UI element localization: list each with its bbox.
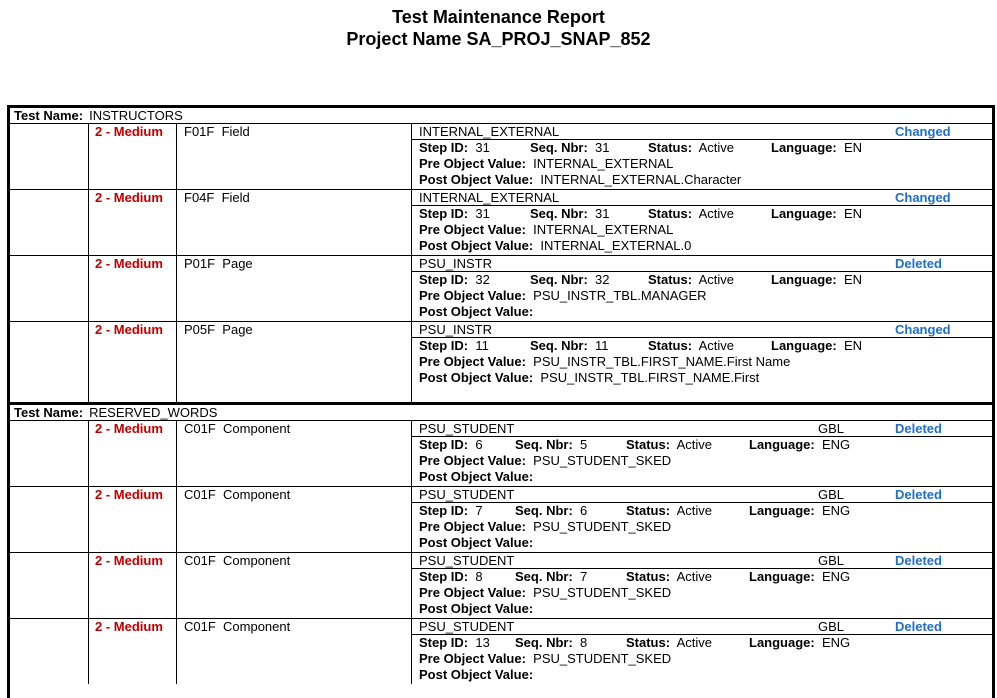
pre-value-label: Pre Object Value:: [419, 519, 526, 534]
post-value-label: Post Object Value:: [419, 370, 534, 385]
post-value-label: Post Object Value:: [419, 667, 534, 682]
language-label: Language:: [749, 635, 815, 650]
table-row: [10, 189, 992, 255]
object-type-cell: C01F Component: [176, 421, 411, 486]
test-name-row: [10, 405, 992, 421]
pre-value: INTERNAL_EXTERNAL: [533, 156, 674, 171]
language-label: Language:: [771, 338, 837, 353]
action-status: Changed: [895, 322, 951, 337]
test-name-label: Test Name:: [14, 108, 84, 123]
market-code: GBL: [818, 619, 845, 634]
language-label: Language:: [749, 437, 815, 452]
pre-value: PSU_STUDENT_SKED: [533, 651, 672, 666]
language-value: ENG: [821, 635, 851, 650]
post-value-row: [412, 601, 992, 617]
seq-nbr-value: 7: [580, 569, 588, 584]
language-value: EN: [843, 206, 863, 221]
status-label: Status:: [626, 503, 671, 518]
status-value: Active: [698, 338, 734, 353]
seq-nbr-label: Seq. Nbr:: [530, 140, 588, 155]
market-code: GBL: [818, 421, 845, 436]
priority-cell: 2 - Medium: [88, 553, 176, 618]
object-name-row: [412, 124, 992, 140]
step-id-label: Step ID:: [419, 206, 469, 221]
detail-cell: [411, 322, 992, 402]
pre-value-label: Pre Object Value:: [419, 222, 526, 237]
language-label: Language:: [771, 206, 837, 221]
object-name: INTERNAL_EXTERNAL: [419, 124, 560, 139]
pre-value: PSU_STUDENT_SKED: [533, 519, 672, 534]
priority-cell: 2 - Medium: [88, 124, 176, 189]
pre-value-label: Pre Object Value:: [419, 354, 526, 369]
seq-nbr-value: 5: [580, 437, 588, 452]
object-name: PSU_INSTR: [419, 322, 492, 337]
object-name: PSU_STUDENT: [419, 619, 515, 634]
detail-cell: [411, 256, 992, 321]
object-type-cell: F01F Field: [176, 124, 411, 189]
step-id-value: 32: [475, 272, 490, 287]
pre-value-row: [412, 288, 992, 304]
step-info-row: [412, 206, 992, 222]
pre-value-row: [412, 453, 992, 469]
language-value: ENG: [821, 437, 851, 452]
market-code: GBL: [818, 553, 845, 568]
seq-nbr-label: Seq. Nbr:: [515, 635, 573, 650]
step-info-row: [412, 338, 992, 354]
post-value-label: Post Object Value:: [419, 535, 534, 550]
status-label: Status:: [626, 437, 671, 452]
report-table: [7, 105, 995, 698]
object-name: PSU_STUDENT: [419, 553, 515, 568]
action-status: Deleted: [895, 256, 942, 271]
post-value-row: [412, 238, 992, 254]
table-row: [10, 321, 992, 402]
pre-value-row: [412, 156, 992, 172]
step-info-row: [412, 437, 992, 453]
step-id-value: 31: [475, 140, 490, 155]
post-value-row: [412, 304, 992, 320]
table-row: [10, 486, 992, 552]
seq-nbr-label: Seq. Nbr:: [515, 503, 573, 518]
post-value-row: [412, 370, 992, 386]
object-name-row: [412, 421, 992, 437]
priority-cell: 2 - Medium: [88, 256, 176, 321]
post-value-label: Post Object Value:: [419, 601, 534, 616]
table-row: [10, 124, 992, 189]
seq-nbr-label: Seq. Nbr:: [515, 569, 573, 584]
object-type-cell: P01F Page: [176, 256, 411, 321]
step-id-label: Step ID:: [419, 437, 469, 452]
detail-cell: [411, 553, 992, 618]
test-group: [10, 108, 992, 402]
test-name-row: [10, 108, 992, 124]
object-name-row: [412, 619, 992, 635]
status-value: Active: [676, 569, 712, 584]
pre-value: PSU_STUDENT_SKED: [533, 585, 672, 600]
object-type-cell: F04F Field: [176, 190, 411, 255]
step-id-label: Step ID:: [419, 272, 469, 287]
language-value: EN: [843, 338, 863, 353]
language-value: ENG: [821, 569, 851, 584]
post-value-row: [412, 172, 992, 188]
object-type-cell: C01F Component: [176, 487, 411, 552]
object-type-cell: P05F Page: [176, 322, 411, 402]
action-status: Deleted: [895, 421, 942, 436]
status-label: Status:: [626, 635, 671, 650]
detail-cell: [411, 124, 992, 189]
post-value: INTERNAL_EXTERNAL.Character: [540, 172, 742, 187]
pre-value-row: [412, 651, 992, 667]
seq-nbr-value: 11: [595, 338, 609, 353]
pre-value: PSU_INSTR_TBL.FIRST_NAME.First Name: [533, 354, 791, 369]
detail-cell: [411, 421, 992, 486]
post-value-label: Post Object Value:: [419, 469, 534, 484]
report-header: [0, 6, 997, 50]
pre-value-row: [412, 222, 992, 238]
status-label: Status:: [648, 338, 693, 353]
seq-nbr-value: 6: [580, 503, 588, 518]
test-name-value: RESERVED_WORDS: [89, 405, 218, 420]
pre-value-label: Pre Object Value:: [419, 288, 526, 303]
pre-value-row: [412, 354, 992, 370]
object-name-row: [412, 322, 992, 338]
status-value: Active: [698, 272, 734, 287]
post-value-label: Post Object Value:: [419, 172, 534, 187]
step-info-row: [412, 635, 992, 651]
pre-value-row: [412, 519, 992, 535]
post-value: PSU_INSTR_TBL.FIRST_NAME.First: [540, 370, 760, 385]
pre-value: INTERNAL_EXTERNAL: [533, 222, 674, 237]
object-name: PSU_STUDENT: [419, 421, 515, 436]
status-value: Active: [698, 140, 734, 155]
seq-nbr-value: 31: [595, 206, 610, 221]
test-name-value: INSTRUCTORS: [89, 108, 183, 123]
post-value: INTERNAL_EXTERNAL.0: [540, 238, 692, 253]
table-row: [10, 255, 992, 321]
action-status: Deleted: [895, 487, 942, 502]
project-name: Project Name SA_PROJ_SNAP_852: [346, 29, 651, 49]
pre-value-label: Pre Object Value:: [419, 585, 526, 600]
step-info-row: [412, 569, 992, 585]
step-id-value: 6: [475, 437, 483, 452]
action-status: Changed: [895, 124, 951, 139]
object-type-cell: C01F Component: [176, 619, 411, 684]
step-id-value: 11: [475, 338, 489, 353]
seq-nbr-label: Seq. Nbr:: [515, 437, 573, 452]
object-name-row: [412, 487, 992, 503]
step-info-row: [412, 140, 992, 156]
language-label: Language:: [749, 503, 815, 518]
pre-value: PSU_INSTR_TBL.MANAGER: [533, 288, 707, 303]
step-id-value: 7: [475, 503, 483, 518]
step-id-value: 31: [475, 206, 490, 221]
step-id-label: Step ID:: [419, 569, 469, 584]
step-id-value: 13: [475, 635, 490, 650]
action-status: Deleted: [895, 619, 942, 634]
table-row: [10, 552, 992, 618]
pre-value-label: Pre Object Value:: [419, 651, 526, 666]
pre-value-label: Pre Object Value:: [419, 156, 526, 171]
post-value-row: [412, 469, 992, 485]
post-value-label: Post Object Value:: [419, 304, 534, 319]
priority-cell: 2 - Medium: [88, 619, 176, 684]
pre-value: PSU_STUDENT_SKED: [533, 453, 672, 468]
table-row: [10, 618, 992, 684]
priority-cell: 2 - Medium: [88, 421, 176, 486]
object-name: PSU_INSTR: [419, 256, 492, 271]
object-name-row: [412, 256, 992, 272]
status-label: Status:: [648, 140, 693, 155]
entry-list: [10, 421, 992, 684]
detail-cell: [411, 619, 992, 684]
priority-cell: 2 - Medium: [88, 322, 176, 402]
step-id-label: Step ID:: [419, 338, 469, 353]
status-label: Status:: [648, 206, 693, 221]
post-value-row: [412, 535, 992, 551]
seq-nbr-value: 32: [595, 272, 610, 287]
language-value: EN: [843, 272, 863, 287]
language-value: ENG: [821, 503, 851, 518]
status-value: Active: [676, 635, 712, 650]
object-name-row: [412, 553, 992, 569]
table-row: [10, 421, 992, 486]
step-info-row: [412, 503, 992, 519]
status-label: Status:: [648, 272, 693, 287]
object-name-row: [412, 190, 992, 206]
language-value: EN: [843, 140, 863, 155]
language-label: Language:: [771, 272, 837, 287]
report-title: Test Maintenance Report: [392, 7, 605, 27]
pre-value-row: [412, 585, 992, 601]
status-value: Active: [676, 503, 712, 518]
seq-nbr-label: Seq. Nbr:: [530, 272, 588, 287]
test-group: [10, 402, 992, 684]
status-value: Active: [698, 206, 734, 221]
action-status: Deleted: [895, 553, 942, 568]
entry-list: [10, 124, 992, 402]
test-name-label: Test Name:: [14, 405, 84, 420]
pre-value-label: Pre Object Value:: [419, 453, 526, 468]
object-type-cell: C01F Component: [176, 553, 411, 618]
step-id-label: Step ID:: [419, 503, 469, 518]
language-label: Language:: [771, 140, 837, 155]
status-value: Active: [676, 437, 712, 452]
seq-nbr-label: Seq. Nbr:: [530, 338, 588, 353]
step-id-label: Step ID:: [419, 140, 469, 155]
priority-cell: 2 - Medium: [88, 190, 176, 255]
priority-cell: 2 - Medium: [88, 487, 176, 552]
market-code: GBL: [818, 487, 845, 502]
detail-cell: [411, 487, 992, 552]
status-label: Status:: [626, 569, 671, 584]
language-label: Language:: [749, 569, 815, 584]
seq-nbr-value: 8: [580, 635, 588, 650]
seq-nbr-value: 31: [595, 140, 610, 155]
step-info-row: [412, 272, 992, 288]
post-value-label: Post Object Value:: [419, 238, 534, 253]
detail-cell: [411, 190, 992, 255]
step-id-label: Step ID:: [419, 635, 469, 650]
seq-nbr-label: Seq. Nbr:: [530, 206, 588, 221]
object-name: INTERNAL_EXTERNAL: [419, 190, 560, 205]
step-id-value: 8: [475, 569, 483, 584]
action-status: Changed: [895, 190, 951, 205]
object-name: PSU_STUDENT: [419, 487, 515, 502]
